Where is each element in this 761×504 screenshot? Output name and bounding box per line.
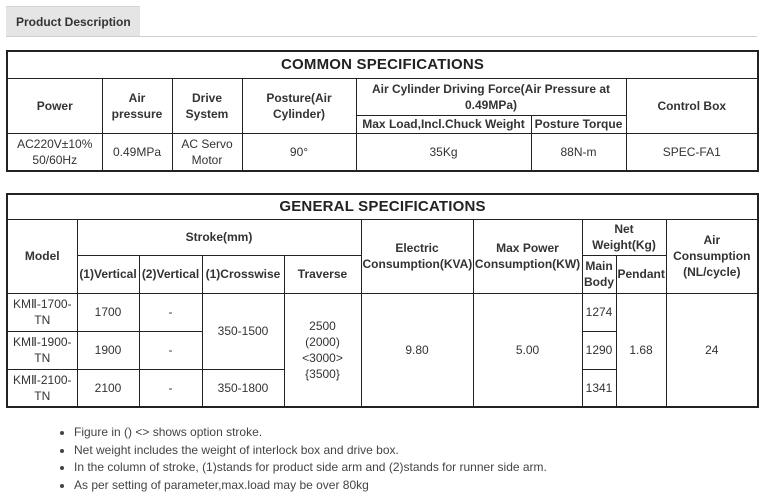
header-air-pressure: Air pressure (102, 78, 172, 133)
header-traverse: Traverse (284, 255, 361, 293)
value-air-pressure: 0.49MPa (102, 133, 172, 171)
value-power: AC220V±10% 50/60Hz (7, 133, 102, 171)
header-main-body: Main Body (582, 255, 616, 293)
notes-list (58, 424, 761, 494)
header-air-cylinder-force: Air Cylinder Driving Force(Air Pressure at 0.49MPa) (356, 78, 626, 115)
header-max-load: Max Load,Incl.Chuck Weight (356, 115, 531, 133)
vertical-1-cell: 2100 (77, 369, 139, 407)
traverse-line: 2500 (309, 318, 336, 333)
value-drive-system: AC Servo Motor (172, 133, 242, 171)
common-specifications-table (6, 50, 759, 172)
model-cell: KMⅡ-1900-TN (7, 331, 77, 369)
note-item: • Figure in () <> shows option stroke. (74, 424, 761, 442)
product-description-tab[interactable] (6, 6, 140, 36)
vertical-2-cell: - (139, 293, 202, 331)
vertical-1-cell: 1900 (77, 331, 139, 369)
vertical-1-cell: 1700 (77, 293, 139, 331)
header-power: Power (7, 78, 102, 133)
value-posture: 90° (242, 133, 356, 171)
tab-label: Product Description (16, 14, 131, 29)
main-body-cell: 1341 (582, 369, 616, 407)
table-row (7, 293, 758, 331)
header-control-box: Control Box (626, 78, 758, 133)
header-drive-system: Drive System (172, 78, 242, 133)
value-control-box: SPEC-FA1 (626, 133, 758, 171)
traverse-line: (2000) (305, 334, 340, 349)
main-body-cell: 1274 (582, 293, 616, 331)
header-electric-consumption: Electric Consumption(KVA) (361, 219, 473, 293)
header-vertical-2: (2)Vertical (139, 255, 202, 293)
pendant-cell: 1.68 (616, 293, 666, 407)
vertical-2-cell: - (139, 369, 202, 407)
header-posture: Posture(Air Cylinder) (242, 78, 356, 133)
traverse-line: {3500} (305, 366, 340, 381)
model-cell: KMⅡ-1700-TN (7, 293, 77, 331)
header-crosswise: (1)Crosswise (202, 255, 284, 293)
value-max-load: 35Kg (356, 133, 531, 171)
electric-consumption-cell: 9.80 (361, 293, 473, 407)
header-max-power: Max Power Consumption(KW) (473, 219, 582, 293)
header-posture-torque: Posture Torque (531, 115, 626, 133)
header-vertical-1: (1)Vertical (77, 255, 139, 293)
crosswise-cell: 350-1500 (202, 293, 284, 369)
main-body-cell: 1290 (582, 331, 616, 369)
note-item: • In the column of stroke, (1)stands for product side arm and (2)stands for runner side arm. (74, 459, 761, 477)
header-air-consumption: Air Consumption (NL/cycle) (666, 219, 758, 293)
header-model: Model (7, 219, 77, 293)
traverse-line: <3000> (302, 350, 343, 365)
value-posture-torque: 88N-m (531, 133, 626, 171)
max-power-cell: 5.00 (473, 293, 582, 407)
air-consumption-cell: 24 (666, 293, 758, 407)
note-item: • Net weight includes the weight of interlock box and drive box. (74, 442, 761, 460)
header-pendant: Pendant (616, 255, 666, 293)
general-specifications-table (6, 193, 759, 408)
model-cell: KMⅡ-2100-TN (7, 369, 77, 407)
tab-divider (6, 36, 757, 37)
header-net-weight: Net Weight(Kg) (582, 219, 666, 255)
common-specifications-title: COMMON SPECIFICATIONS (7, 51, 758, 78)
crosswise-cell: 350-1800 (202, 369, 284, 407)
header-stroke: Stroke(mm) (77, 219, 361, 255)
note-item: • As per setting of parameter,max.load may be over 80kg (74, 477, 761, 495)
traverse-cell (284, 293, 361, 407)
general-specifications-title: GENERAL SPECIFICATIONS (7, 194, 758, 219)
vertical-2-cell: - (139, 331, 202, 369)
